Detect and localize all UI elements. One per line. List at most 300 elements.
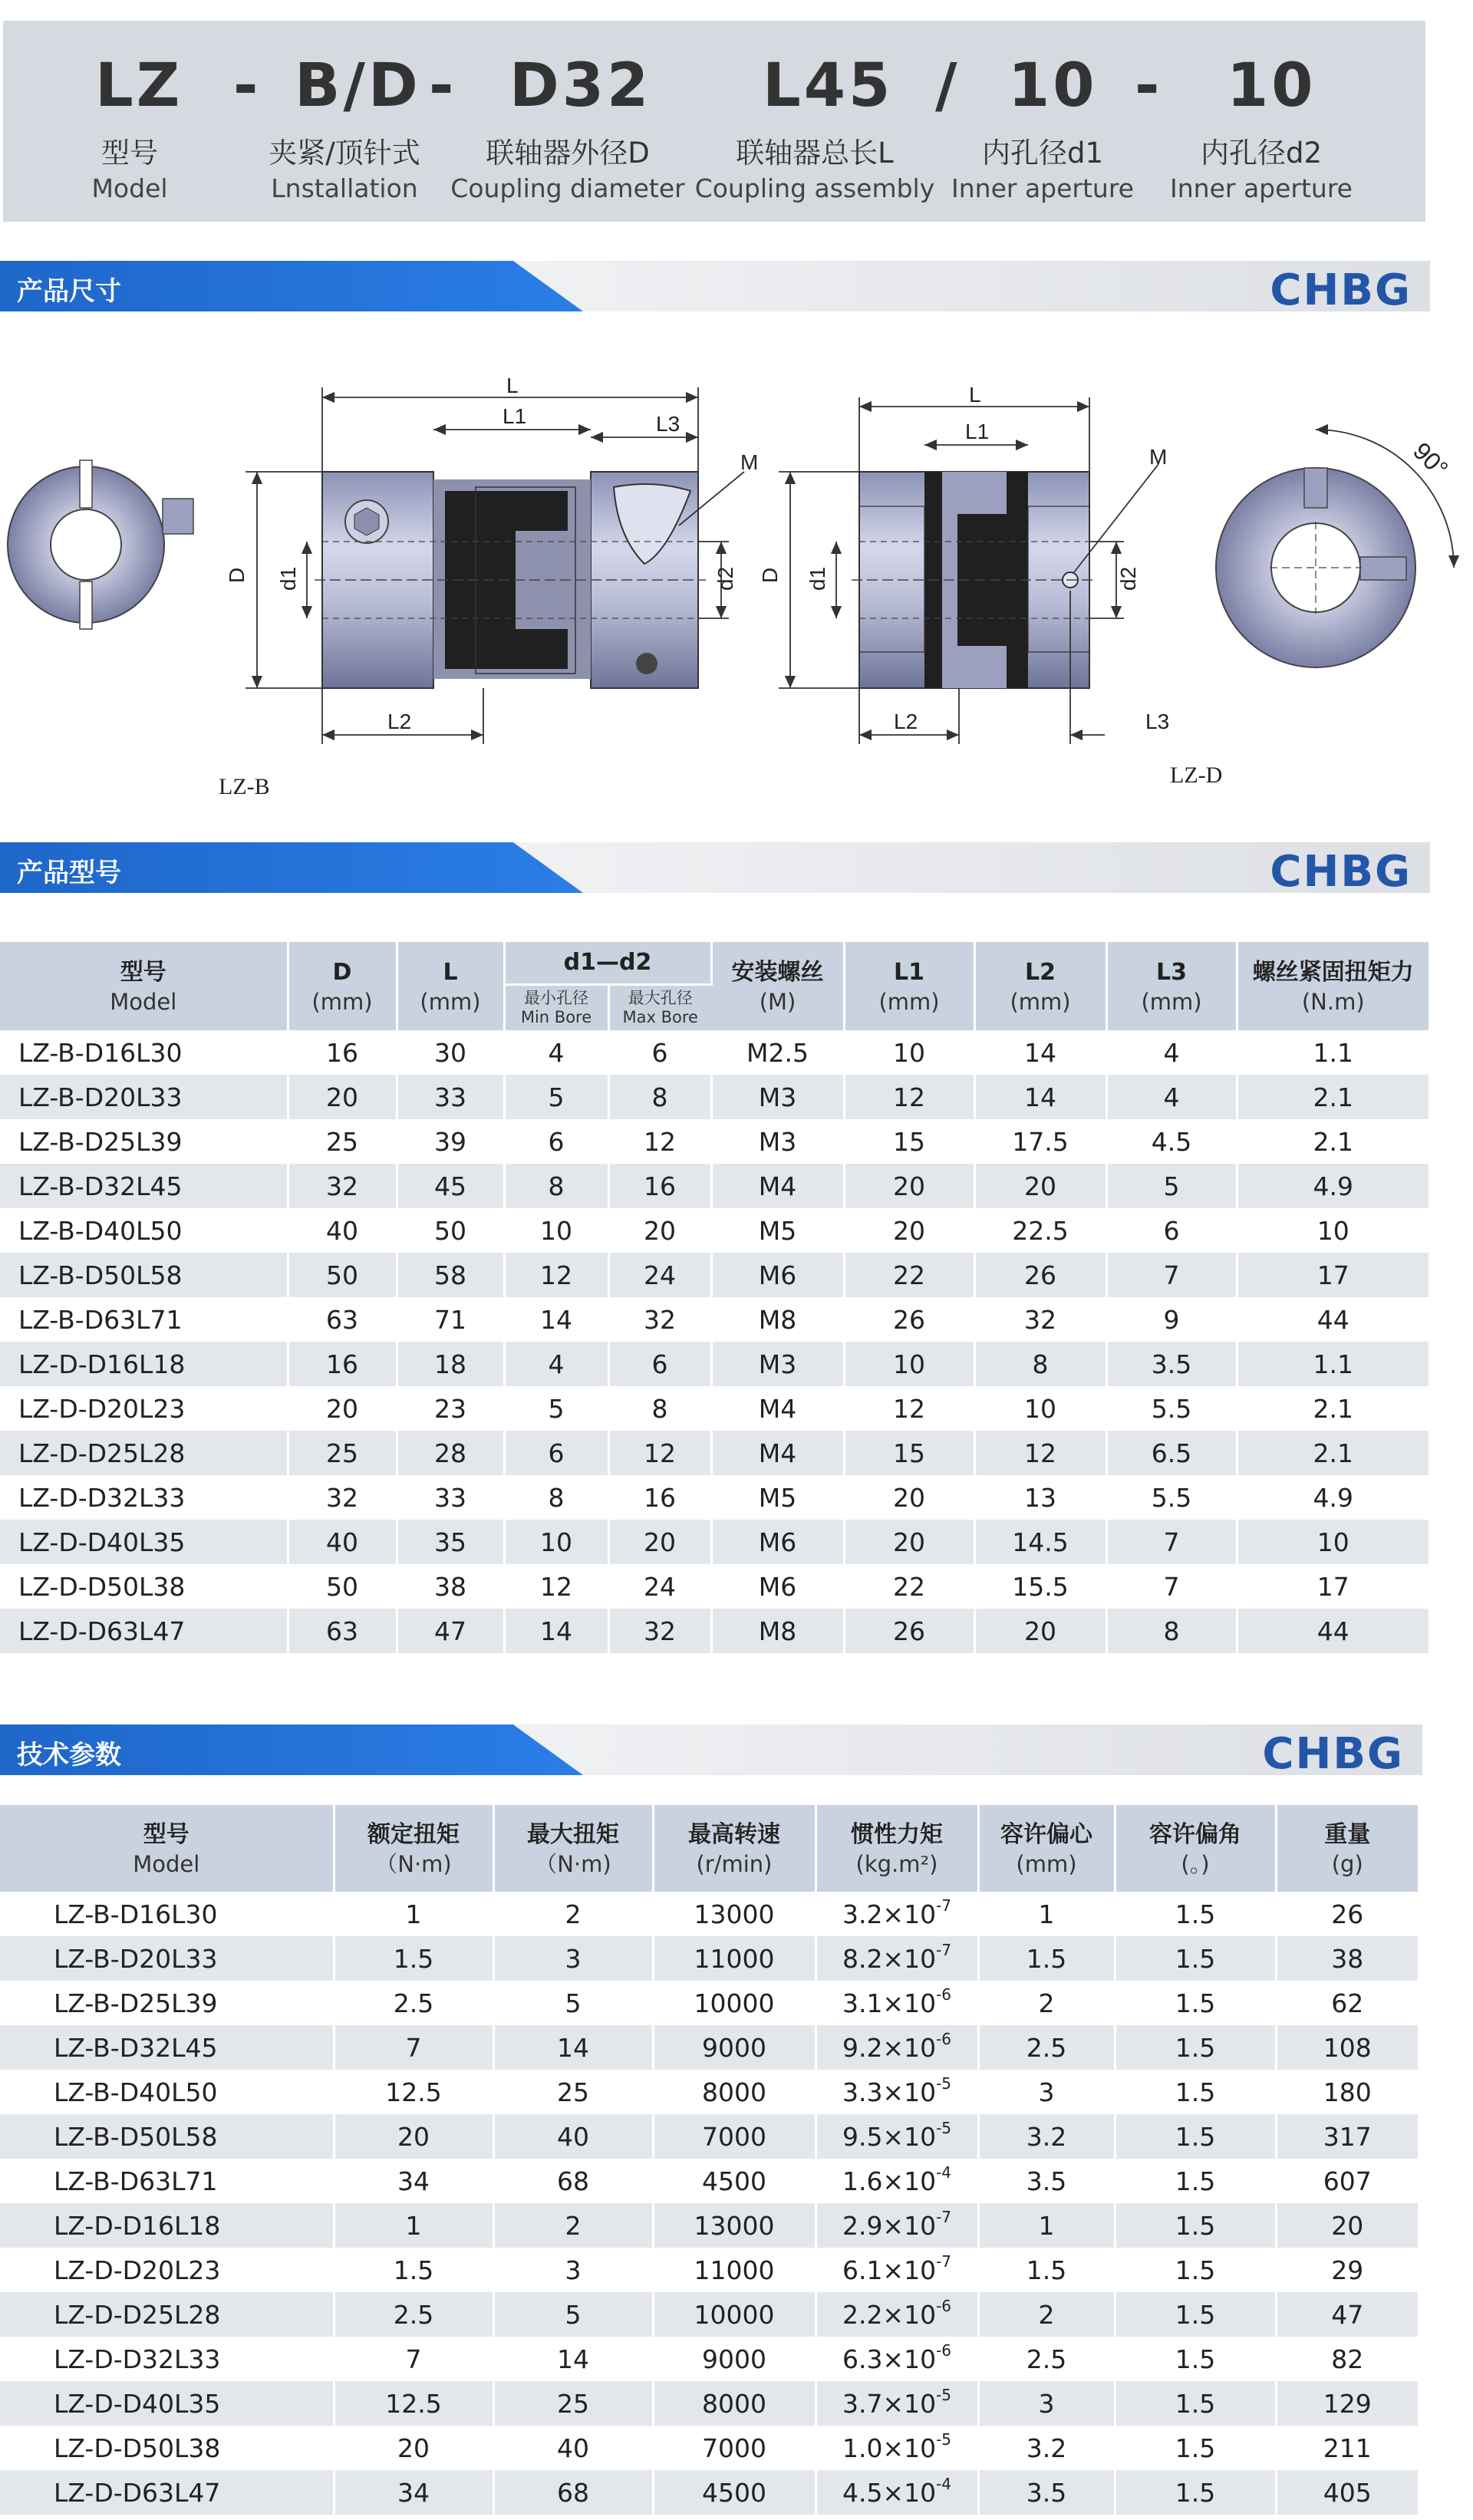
header-L1: L1 (mm) — [844, 942, 974, 1030]
table-cell: 16 — [608, 1164, 711, 1208]
label-d1: d1 — [276, 566, 300, 591]
speed-cell: 7000 — [653, 2114, 816, 2159]
code-slash: / — [935, 51, 961, 120]
table-row — [0, 1609, 1429, 1653]
inertia-exponent: -4 — [936, 2163, 952, 2182]
max-cell: 68 — [493, 2470, 653, 2515]
inertia-cell — [816, 2203, 978, 2248]
table-cell: 22 — [844, 1564, 974, 1609]
inertia-base: 8.2×10 — [842, 1943, 937, 1974]
table-cell: M5 — [711, 1475, 844, 1520]
table-cell: 20 — [288, 1075, 397, 1119]
caption-lz-b: LZ-B — [219, 774, 270, 799]
table-cell: 12 — [844, 1386, 974, 1431]
weight-cell: 62 — [1276, 1981, 1418, 2025]
table-cell: 5 — [504, 1075, 608, 1119]
ang-cell: 1.5 — [1115, 2292, 1276, 2337]
table-cell: 28 — [397, 1431, 504, 1475]
table-row — [0, 2381, 1418, 2426]
table-cell: M4 — [711, 1164, 844, 1208]
inertia-exponent: -6 — [936, 1985, 952, 2004]
inertia-exponent: -5 — [936, 2074, 952, 2093]
section-title: 技术参数 — [17, 1740, 121, 1771]
model-cell: LZ-B-D40L50 — [0, 2070, 334, 2114]
table-row — [0, 1936, 1418, 1981]
code-length: L45 — [763, 51, 894, 120]
dimension-drawing — [0, 330, 1473, 821]
inertia-cell — [816, 2070, 978, 2114]
label-angle: 90° — [1408, 436, 1454, 483]
weight-cell: 129 — [1276, 2381, 1418, 2426]
model-cell: LZ-D-D25L28 — [0, 2292, 334, 2337]
table-cell: 39 — [397, 1119, 504, 1164]
caption-lz-d: LZ-D — [1170, 763, 1223, 788]
table-cell: 1.1 — [1237, 1030, 1429, 1075]
inertia-base: 1.0×10 — [842, 2433, 937, 2463]
table-cell: 32 — [288, 1164, 397, 1208]
speed-cell: 11000 — [653, 1936, 816, 1981]
weight-cell: 82 — [1276, 2337, 1418, 2381]
table-row — [0, 2025, 1418, 2070]
table-cell: 12 — [844, 1075, 974, 1119]
table-cell: 7 — [1106, 1520, 1237, 1564]
section-title: 产品型号 — [17, 858, 121, 888]
weight-cell: 180 — [1276, 2070, 1418, 2114]
model-cell: LZ-B-D16L30 — [0, 1892, 334, 1936]
table-cell: 4 — [504, 1030, 608, 1075]
table-cell: 5 — [1106, 1164, 1237, 1208]
model-cell: LZ-B-D40L50 — [0, 1208, 288, 1253]
table-cell: 7 — [1106, 1253, 1237, 1297]
table-row — [0, 1342, 1429, 1386]
table-row — [0, 1564, 1429, 1609]
table-cell: 50 — [288, 1564, 397, 1609]
weight-cell: 607 — [1276, 2159, 1418, 2203]
table-cell: 20 — [288, 1386, 397, 1431]
ecc-cell: 2 — [978, 1981, 1115, 2025]
speed-cell: 9000 — [653, 2025, 816, 2070]
inertia-exponent: -4 — [936, 2474, 952, 2493]
max-cell: 14 — [493, 2337, 653, 2381]
ang-cell: 1.5 — [1115, 2025, 1276, 2070]
ang-cell: 1.5 — [1115, 1981, 1276, 2025]
label-inner-d2: 内孔径d2 Inner aperture — [1170, 137, 1353, 203]
code-dash: - — [429, 51, 457, 120]
table-row — [0, 1297, 1429, 1342]
inertia-base: 3.2×10 — [842, 1899, 937, 1929]
table-cell: 4 — [1106, 1030, 1237, 1075]
ang-cell: 1.5 — [1115, 2470, 1276, 2515]
table-row — [0, 1075, 1429, 1119]
inertia-base: 3.1×10 — [842, 1988, 937, 2018]
table-cell: 58 — [397, 1253, 504, 1297]
table-cell: 30 — [397, 1030, 504, 1075]
table-cell: 4.9 — [1237, 1164, 1429, 1208]
model-spec-table — [0, 942, 1429, 1653]
table-cell: 7 — [1106, 1564, 1237, 1609]
table-row — [0, 2292, 1418, 2337]
table-cell: 26 — [974, 1253, 1106, 1297]
table-cell: 2.1 — [1237, 1386, 1429, 1431]
inertia-cell — [816, 2025, 978, 2070]
header-L3: L3 (mm) — [1106, 942, 1237, 1030]
rated-cell: 34 — [334, 2470, 493, 2515]
table-cell: 26 — [844, 1609, 974, 1653]
ecc-cell: 2 — [978, 2292, 1115, 2337]
rated-cell: 2.5 — [334, 1981, 493, 2025]
header-torque: 螺丝紧固扭矩力 (N.m) — [1237, 942, 1429, 1030]
table-row — [0, 1386, 1429, 1431]
rated-cell: 12.5 — [334, 2070, 493, 2114]
rated-cell: 1.5 — [334, 2248, 493, 2292]
table-cell: M3 — [711, 1119, 844, 1164]
inertia-cell — [816, 2292, 978, 2337]
label-D: D — [758, 567, 782, 583]
inertia-exponent: -5 — [936, 2118, 952, 2137]
table-cell: 10 — [504, 1208, 608, 1253]
table-cell: 50 — [288, 1253, 397, 1297]
ang-cell: 1.5 — [1115, 2203, 1276, 2248]
max-cell: 40 — [493, 2426, 653, 2470]
ecc-cell: 2.5 — [978, 2337, 1115, 2381]
table-cell: 17 — [1237, 1253, 1429, 1297]
table-cell: 6 — [504, 1431, 608, 1475]
speed-cell: 7000 — [653, 2426, 816, 2470]
rated-cell: 7 — [334, 2337, 493, 2381]
table-row — [0, 1253, 1429, 1297]
table-row — [0, 1475, 1429, 1520]
max-cell: 40 — [493, 2114, 653, 2159]
table-cell: 5.5 — [1106, 1386, 1237, 1431]
rated-cell: 7 — [334, 2025, 493, 2070]
speed-cell: 11000 — [653, 2248, 816, 2292]
ang-cell: 1.5 — [1115, 2114, 1276, 2159]
table-cell: 10 — [1237, 1208, 1429, 1253]
brand-logo: CHBG — [1262, 1729, 1404, 1779]
rated-cell: 1.5 — [334, 1936, 493, 1981]
ang-cell: 1.5 — [1115, 2426, 1276, 2470]
inertia-cell — [816, 2426, 978, 2470]
table-cell: 4 — [1106, 1075, 1237, 1119]
table-cell: 9 — [1106, 1297, 1237, 1342]
header-max-torque: 最大扭矩 （N·m) — [493, 1805, 653, 1892]
max-cell: 68 — [493, 2159, 653, 2203]
table-cell: 2.1 — [1237, 1075, 1429, 1119]
table-cell: 8 — [608, 1386, 711, 1431]
inertia-exponent: -5 — [936, 2385, 952, 2404]
ecc-cell: 1.5 — [978, 2248, 1115, 2292]
table-cell: 63 — [288, 1297, 397, 1342]
inertia-exponent: -6 — [936, 2296, 952, 2315]
table-cell: 12 — [504, 1564, 608, 1609]
header-L: L (mm) — [397, 942, 504, 1030]
label-model: 型号 Model — [91, 137, 168, 203]
table-cell: M6 — [711, 1253, 844, 1297]
table-cell: 24 — [608, 1564, 711, 1609]
table-row — [0, 1119, 1429, 1164]
table-cell: 20 — [974, 1164, 1106, 1208]
label-L: L — [506, 374, 519, 397]
model-cell: LZ-B-D20L33 — [0, 1075, 288, 1119]
header-angle: 容许偏角 (。) — [1115, 1805, 1276, 1892]
ecc-cell: 3 — [978, 2381, 1115, 2426]
table-cell: 22.5 — [974, 1208, 1106, 1253]
table-cell: M8 — [711, 1297, 844, 1342]
table-cell: 14.5 — [974, 1520, 1106, 1564]
table-cell: 10 — [1237, 1520, 1429, 1564]
model-cell: LZ-D-D50L38 — [0, 1564, 288, 1609]
table-row — [0, 1431, 1429, 1475]
model-cell: LZ-D-D50L38 — [0, 2426, 334, 2470]
table-cell: M3 — [711, 1342, 844, 1386]
model-cell: LZ-D-D63L47 — [0, 1609, 288, 1653]
model-cell: LZ-D-D25L28 — [0, 1431, 288, 1475]
lz-d-side-view — [852, 472, 1097, 688]
code-d1: 10 — [1008, 51, 1098, 120]
technical-params-table — [0, 1805, 1418, 2515]
code-diameter: D32 — [509, 51, 652, 120]
rated-cell: 12.5 — [334, 2381, 493, 2426]
code-installation: B/D — [295, 51, 421, 120]
table-cell: 32 — [974, 1297, 1106, 1342]
max-cell: 2 — [493, 1892, 653, 1936]
model-code-panel — [3, 21, 1425, 222]
table-cell: 10 — [844, 1030, 974, 1075]
table-cell: 10 — [504, 1520, 608, 1564]
table-cell: 18 — [397, 1342, 504, 1386]
table-cell: 16 — [608, 1475, 711, 1520]
model-cell: LZ-B-D63L71 — [0, 1297, 288, 1342]
table-cell: 4.5 — [1106, 1119, 1237, 1164]
max-cell: 25 — [493, 2070, 653, 2114]
max-cell: 3 — [493, 2248, 653, 2292]
table-row — [0, 2426, 1418, 2470]
model-cell: LZ-B-D25L39 — [0, 1981, 334, 2025]
max-cell: 5 — [493, 2292, 653, 2337]
inertia-cell — [816, 2381, 978, 2426]
table-cell: 20 — [608, 1208, 711, 1253]
table-cell: M5 — [711, 1208, 844, 1253]
ang-cell: 1.5 — [1115, 2381, 1276, 2426]
header-min-bore: 最小孔径 Min Bore — [504, 984, 608, 1030]
table-cell: 16 — [288, 1030, 397, 1075]
speed-cell: 8000 — [653, 2070, 816, 2114]
label-M: M — [1149, 445, 1168, 469]
table-cell: 2.1 — [1237, 1119, 1429, 1164]
table-cell: 44 — [1237, 1297, 1429, 1342]
model-cell: LZ-B-D32L45 — [0, 2025, 334, 2070]
rated-cell: 20 — [334, 2114, 493, 2159]
ecc-cell: 3.2 — [978, 2114, 1115, 2159]
ecc-cell: 1 — [978, 1892, 1115, 1936]
weight-cell: 20 — [1276, 2203, 1418, 2248]
weight-cell: 38 — [1276, 1936, 1418, 1981]
speed-cell: 4500 — [653, 2159, 816, 2203]
table-cell: M6 — [711, 1564, 844, 1609]
model-cell: LZ-B-D25L39 — [0, 1119, 288, 1164]
model-cell: LZ-B-D16L30 — [0, 1030, 288, 1075]
model-cell: LZ-D-D63L47 — [0, 2470, 334, 2515]
label-L1: L1 — [503, 404, 527, 428]
table-row — [0, 1208, 1429, 1253]
speed-cell: 8000 — [653, 2381, 816, 2426]
label-L2: L2 — [894, 710, 918, 733]
table-cell: 12 — [608, 1431, 711, 1475]
table-cell: 63 — [288, 1609, 397, 1653]
model-cell: LZ-B-D32L45 — [0, 1164, 288, 1208]
table-cell: 25 — [288, 1431, 397, 1475]
table-cell: 50 — [397, 1208, 504, 1253]
weight-cell: 211 — [1276, 2426, 1418, 2470]
table-cell: 2.1 — [1237, 1431, 1429, 1475]
label-inner-d1: 内孔径d1 Inner aperture — [951, 137, 1134, 203]
label-D: D — [225, 567, 249, 583]
table-cell: 22 — [844, 1253, 974, 1297]
model-cell: LZ-B-D50L58 — [0, 1253, 288, 1297]
inertia-cell — [816, 2248, 978, 2292]
rated-cell: 1 — [334, 1892, 493, 1936]
header-D: D (mm) — [288, 942, 397, 1030]
model-cell: LZ-B-D50L58 — [0, 2114, 334, 2159]
inertia-base: 3.3×10 — [842, 2077, 937, 2107]
table-cell: 12 — [504, 1253, 608, 1297]
table-row — [0, 2248, 1418, 2292]
ecc-cell: 2.5 — [978, 2025, 1115, 2070]
ecc-cell: 1.5 — [978, 1936, 1115, 1981]
inertia-exponent: -6 — [936, 2340, 952, 2360]
label-L3: L3 — [656, 412, 680, 436]
table-cell: 44 — [1237, 1609, 1429, 1653]
label-d2: d2 — [1116, 566, 1140, 591]
table-cell: 40 — [288, 1208, 397, 1253]
table-cell: 13 — [974, 1475, 1106, 1520]
table-cell: 12 — [608, 1119, 711, 1164]
ecc-cell: 1 — [978, 2203, 1115, 2248]
weight-cell: 29 — [1276, 2248, 1418, 2292]
header-weight: 重量 (g) — [1276, 1805, 1418, 1892]
rated-cell: 1 — [334, 2203, 493, 2248]
table-cell: 71 — [397, 1297, 504, 1342]
table-cell: 32 — [608, 1297, 711, 1342]
code-d2: 10 — [1227, 51, 1316, 120]
table-cell: 45 — [397, 1164, 504, 1208]
inertia-base: 3.7×10 — [842, 2388, 937, 2419]
inertia-base: 4.5×10 — [842, 2477, 937, 2508]
label-L2: L2 — [387, 710, 412, 733]
label-d1: d1 — [806, 566, 829, 591]
speed-cell: 9000 — [653, 2337, 816, 2381]
inertia-exponent: -7 — [936, 1940, 952, 1959]
table-row — [0, 2159, 1418, 2203]
table-cell: 6 — [608, 1030, 711, 1075]
table-cell: 14 — [974, 1075, 1106, 1119]
table-cell: 5.5 — [1106, 1475, 1237, 1520]
table-cell: M4 — [711, 1431, 844, 1475]
header-inertia: 惯性力矩 (kg.m²) — [816, 1805, 978, 1892]
inertia-cell — [816, 1981, 978, 2025]
inertia-exponent: -7 — [936, 2207, 952, 2226]
max-cell: 5 — [493, 1981, 653, 2025]
section-bar-dimensions — [0, 261, 1430, 315]
code-dash: - — [233, 51, 262, 120]
model-cell: LZ-D-D16L18 — [0, 1342, 288, 1386]
inertia-base: 6.3×10 — [842, 2344, 937, 2374]
table-cell: 20 — [844, 1208, 974, 1253]
section-title: 产品尺寸 — [17, 276, 121, 307]
header-rated-torque: 额定扭矩 （N·m) — [334, 1805, 493, 1892]
label-coupling-diameter: 联轴器外径D Coupling diameter — [450, 137, 685, 203]
label-coupling-length: 联轴器总长L Coupling assembly — [694, 137, 935, 203]
table-cell: 26 — [844, 1297, 974, 1342]
table-cell: 8 — [504, 1164, 608, 1208]
header-screw: 安装螺丝 (M) — [711, 942, 844, 1030]
table-cell: 6 — [608, 1342, 711, 1386]
label-L: L — [969, 383, 981, 407]
lz-b-side-view — [315, 472, 706, 688]
code-series: LZ — [95, 51, 183, 120]
inertia-cell — [816, 1892, 978, 1936]
table-cell: 20 — [844, 1520, 974, 1564]
speed-cell: 10000 — [653, 2292, 816, 2337]
inertia-base: 1.6×10 — [842, 2166, 937, 2196]
inertia-cell — [816, 2470, 978, 2515]
ang-cell: 1.5 — [1115, 2337, 1276, 2381]
model-cell: LZ-D-D40L35 — [0, 2381, 334, 2426]
table-cell: 35 — [397, 1520, 504, 1564]
table-cell: M4 — [711, 1386, 844, 1431]
table-cell: 8 — [608, 1075, 711, 1119]
table-cell: 6.5 — [1106, 1431, 1237, 1475]
ang-cell: 1.5 — [1115, 2159, 1276, 2203]
code-dash: - — [1135, 51, 1163, 120]
inertia-exponent: -7 — [936, 2252, 952, 2271]
table-row — [0, 2114, 1418, 2159]
label-installation: 夹紧/顶针式 Lnstallation — [269, 137, 420, 203]
inertia-cell — [816, 1936, 978, 1981]
max-cell: 3 — [493, 1936, 653, 1981]
table-cell: 10 — [844, 1342, 974, 1386]
inertia-base: 9.5×10 — [842, 2121, 937, 2152]
table-cell: M8 — [711, 1609, 844, 1653]
table-cell: 15.5 — [974, 1564, 1106, 1609]
table-cell: 6 — [504, 1119, 608, 1164]
weight-cell: 47 — [1276, 2292, 1418, 2337]
table-cell: 5 — [504, 1386, 608, 1431]
model-cell: LZ-D-D16L18 — [0, 2203, 334, 2248]
table-row — [0, 2337, 1418, 2381]
ang-cell: 1.5 — [1115, 2248, 1276, 2292]
table-cell: M2.5 — [711, 1030, 844, 1075]
inertia-base: 2.9×10 — [842, 2210, 937, 2241]
label-d2: d2 — [713, 566, 737, 591]
table-cell: 20 — [844, 1164, 974, 1208]
table-cell: 14 — [974, 1030, 1106, 1075]
header-max-bore: 最大孔径 Max Bore — [608, 984, 711, 1030]
table-cell: 20 — [608, 1520, 711, 1564]
speed-cell: 13000 — [653, 2203, 816, 2248]
table-cell: 16 — [288, 1342, 397, 1386]
header-bore-range: d1—d2 — [504, 942, 711, 984]
model-cell: LZ-D-D32L33 — [0, 2337, 334, 2381]
inertia-exponent: -5 — [936, 2429, 952, 2449]
table-cell: 38 — [397, 1564, 504, 1609]
rated-cell: 2.5 — [334, 2292, 493, 2337]
table-cell: M6 — [711, 1520, 844, 1564]
weight-cell: 108 — [1276, 2025, 1418, 2070]
inertia-exponent: -7 — [936, 1896, 952, 1915]
table-cell: 40 — [288, 1520, 397, 1564]
table-cell: 15 — [844, 1119, 974, 1164]
